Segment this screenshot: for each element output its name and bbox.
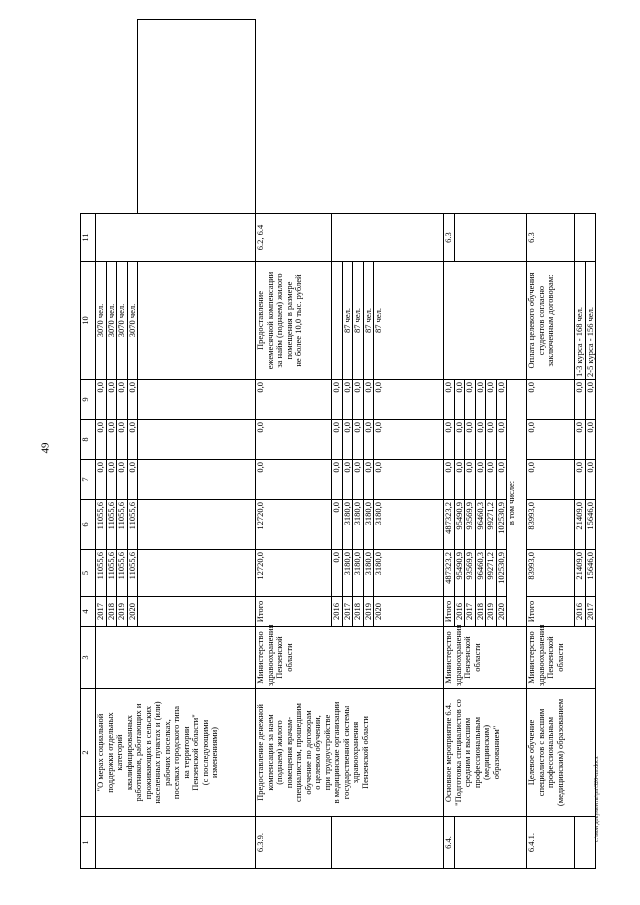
- indicator-cell: 2-5 курса - 156 чел.: [585, 262, 596, 380]
- local-budget-cell: 0,0: [475, 420, 486, 460]
- other-sources-cell: 0,0: [363, 380, 374, 420]
- federal-budget-cell: 0,0: [496, 460, 507, 500]
- year-cell: 2018: [475, 597, 486, 627]
- total-funds-cell: 0,0: [332, 550, 343, 597]
- executor-cell: [96, 627, 256, 689]
- header-col-5: 5: [81, 550, 96, 597]
- total-funds-cell: 3180,0: [374, 550, 444, 597]
- page-number: 49: [39, 442, 52, 454]
- ref-cell: [332, 214, 444, 262]
- regional-budget-cell: 3180,0: [342, 500, 353, 550]
- other-sources-cell: 0,0: [353, 380, 364, 420]
- indicator-cell: Оплата целевого обучения студентов согласно заключенным договорам:: [527, 262, 575, 380]
- total-funds-cell: 96460,3: [475, 550, 486, 597]
- regional-budget-cell: 3180,0: [374, 500, 444, 550]
- other-sources-cell: 0,0: [374, 380, 444, 420]
- other-sources-cell: 0,0: [465, 380, 476, 420]
- other-sources-cell: 0,0: [527, 380, 575, 420]
- local-budget-cell: 0,0: [363, 420, 374, 460]
- federal-budget-cell: 0,0: [486, 460, 497, 500]
- header-row: [81, 20, 96, 869]
- indicator-cell: 87 чел.: [363, 262, 374, 380]
- federal-budget-cell: 0,0: [256, 460, 332, 500]
- indicator-cell: Предоставление ежемесячной компенсации за найм (поднаем) жилого помещения в размере не более 10,0 тыс. рублей: [256, 262, 332, 380]
- other-sources-cell: 0,0: [256, 380, 332, 420]
- local-budget-cell: 0,0: [454, 420, 465, 460]
- year-cell: 2018: [106, 597, 117, 627]
- footer-file-path: c:\мои документы\рп\326-пп.docx: [594, 756, 600, 842]
- local-budget-cell: 0,0: [465, 420, 476, 460]
- other-sources-cell: 0,0: [575, 380, 586, 420]
- row-number-cell: 6.4.: [444, 817, 455, 869]
- federal-budget-cell: 0,0: [127, 460, 138, 500]
- federal-budget-cell: 0,0: [444, 460, 455, 500]
- header-col-2: 2: [81, 689, 96, 817]
- ref-cell: [575, 214, 596, 262]
- indicator-cell: 3070 чел.: [127, 262, 138, 380]
- local-budget-cell: 0,0: [127, 420, 138, 460]
- federal-budget-cell: 0,0: [585, 460, 596, 500]
- local-budget-cell: 0,0: [117, 420, 128, 460]
- total-funds-cell: 15646,0: [585, 550, 596, 597]
- other-sources-cell: 0,0: [444, 380, 455, 420]
- local-budget-cell: 0,0: [444, 420, 455, 460]
- other-sources-cell: 0,0: [475, 380, 486, 420]
- federal-budget-cell: 0,0: [475, 460, 486, 500]
- ref-cell: 6.3: [527, 214, 575, 262]
- measure-name: Предоставление денежной компенсации за наем (поднаем) жилого помещения врачам- специалистам, прошедшим обучение по договорам о целевом обучении, при трудоустройстве в медицинские организации государственной системы здравоохранения Пензенской области: [256, 689, 444, 817]
- regional-budget-cell: 3180,0: [353, 500, 364, 550]
- local-budget-cell: 0,0: [106, 420, 117, 460]
- federal-budget-cell: 0,0: [465, 460, 476, 500]
- regional-budget-cell: 11055,6: [106, 500, 117, 550]
- federal-budget-cell: 0,0: [527, 460, 575, 500]
- regional-budget-cell: 96460,3: [475, 500, 486, 550]
- total-funds-cell: 11055,6: [106, 550, 117, 597]
- row-number-cell: [454, 817, 527, 869]
- regional-budget-cell: 93569,9: [465, 500, 476, 550]
- total-funds-cell: 99271,2: [486, 550, 497, 597]
- table-row: [444, 20, 455, 869]
- year-cell: 2019: [486, 597, 497, 627]
- total-funds-cell: 11055,6: [96, 550, 107, 597]
- total-label-cell: Итого: [256, 597, 332, 627]
- other-sources-cell: 0,0: [496, 380, 507, 420]
- total-funds-cell: 3180,0: [342, 550, 353, 597]
- measure-name: "О мерах социальной поддержки отдельных категорий квалифицированных работников, работающих и проживающих в сельских населенных пунктах и (или) рабочих поселках, поселках городского типа на территории Пензенской области" (с последующими изменениями): [96, 689, 256, 817]
- row-number-cell: [332, 817, 444, 869]
- ref-cell: 6.2, 6.4: [256, 214, 332, 262]
- local-budget-cell: 0,0: [353, 420, 364, 460]
- federal-budget-cell: 0,0: [374, 460, 444, 500]
- total-funds-cell: 487323,2: [444, 550, 455, 597]
- year-cell: 2017: [585, 597, 596, 627]
- total-label-cell: Итого: [527, 597, 575, 627]
- year-cell: 2017: [96, 597, 107, 627]
- total-funds-cell: 12720,0: [256, 550, 332, 597]
- program-table-frame: [80, 19, 598, 869]
- total-label-cell: Итого: [444, 597, 455, 627]
- header-col-1: 1: [81, 817, 96, 869]
- total-funds-cell: 83993,0: [527, 550, 575, 597]
- indicator-cell: [332, 262, 343, 380]
- header-col-4: 4: [81, 597, 96, 627]
- regional-budget-cell: 0,0: [332, 500, 343, 550]
- header-col-11: 11: [81, 214, 96, 262]
- header-col-10: 10: [81, 262, 96, 380]
- measure-name: Целевое обучение специалистов с высшим профессиональным (медицинским) образованием: [527, 689, 596, 817]
- local-budget-cell: 0,0: [256, 420, 332, 460]
- regional-budget-cell: 83993,0: [527, 500, 575, 550]
- year-cell: 2019: [117, 597, 128, 627]
- table-row: [256, 20, 332, 869]
- federal-budget-cell: 0,0: [353, 460, 364, 500]
- year-cell: 2017: [342, 597, 353, 627]
- local-budget-cell: 0,0: [332, 420, 343, 460]
- federal-budget-cell: 0,0: [363, 460, 374, 500]
- total-funds-cell: 95490,9: [454, 550, 465, 597]
- federal-budget-cell: 0,0: [454, 460, 465, 500]
- header-col-7: 7: [81, 460, 96, 500]
- executor-cell: Министерство здравоохранения Пензенской области: [256, 627, 444, 689]
- other-sources-cell: 0,0: [332, 380, 343, 420]
- other-sources-cell: 0,0: [585, 380, 596, 420]
- other-sources-cell: 0,0: [127, 380, 138, 420]
- including-note: в том числе:: [507, 380, 527, 627]
- executor-cell: Министерство здравоохранения Пензенской области: [444, 627, 527, 689]
- year-cell: 2020: [374, 597, 444, 627]
- regional-budget-cell: 11055,6: [96, 500, 107, 550]
- year-cell: 2016: [575, 597, 586, 627]
- local-budget-cell: 0,0: [486, 420, 497, 460]
- regional-budget-cell: 95490,9: [454, 500, 465, 550]
- total-funds-cell: 102530,9: [496, 550, 507, 597]
- federal-budget-cell: 0,0: [106, 460, 117, 500]
- local-budget-cell: 0,0: [575, 420, 586, 460]
- year-cell: 2017: [465, 597, 476, 627]
- indicator-cell: 1-3 курса - 168 чел.: [575, 262, 586, 380]
- measure-name: Основное мероприятие 6.4. "Подготовка специалистов со средним и высшим профессиональным (медицинским) образованием": [444, 689, 527, 817]
- regional-budget-cell: 11055,6: [127, 500, 138, 550]
- regional-budget-cell: 487323,2: [444, 500, 455, 550]
- program-table: [80, 19, 596, 869]
- ref-cell: [454, 214, 527, 262]
- regional-budget-cell: 102530,9: [496, 500, 507, 550]
- header-col-6: 6: [81, 500, 96, 550]
- total-funds-cell: 11055,6: [117, 550, 128, 597]
- regional-budget-cell: 3180,0: [363, 500, 374, 550]
- total-funds-cell: 21409,0: [575, 550, 586, 597]
- indicator-cell: 3070 чел.: [96, 262, 107, 380]
- ref-cell: 6.3: [444, 214, 455, 262]
- regional-budget-cell: 99271,2: [486, 500, 497, 550]
- year-cell: 2020: [496, 597, 507, 627]
- federal-budget-cell: 0,0: [332, 460, 343, 500]
- other-sources-cell: 0,0: [486, 380, 497, 420]
- local-budget-cell: 0,0: [96, 420, 107, 460]
- local-budget-cell: 0,0: [374, 420, 444, 460]
- federal-budget-cell: 0,0: [117, 460, 128, 500]
- local-budget-cell: 0,0: [496, 420, 507, 460]
- table-row: [527, 20, 575, 869]
- other-sources-cell: 0,0: [96, 380, 107, 420]
- other-sources-cell: 0,0: [106, 380, 117, 420]
- indicator-cell: 87 чел.: [374, 262, 444, 380]
- local-budget-cell: 0,0: [585, 420, 596, 460]
- other-sources-cell: 0,0: [342, 380, 353, 420]
- local-budget-cell: 0,0: [342, 420, 353, 460]
- total-funds-cell: 3180,0: [363, 550, 374, 597]
- year-cell: 2016: [454, 597, 465, 627]
- federal-budget-cell: 0,0: [96, 460, 107, 500]
- ref-cell: [96, 214, 256, 262]
- indicator-cell: 87 чел.: [353, 262, 364, 380]
- federal-budget-cell: 0,0: [342, 460, 353, 500]
- executor-cell: Министерство здравоохранения Пензенской области: [527, 627, 596, 689]
- indicator-cell: 3070 чел.: [117, 262, 128, 380]
- regional-budget-cell: 15646,0: [585, 500, 596, 550]
- total-funds-cell: 93569,9: [465, 550, 476, 597]
- row-number-cell: 6.4.1.: [527, 817, 575, 869]
- row-number-cell: [575, 817, 596, 869]
- year-cell: 2020: [127, 597, 138, 627]
- table-row: [96, 20, 107, 869]
- row-number-cell: 6.3.9.: [256, 817, 332, 869]
- regional-budget-cell: 11055,6: [117, 500, 128, 550]
- other-sources-cell: 0,0: [117, 380, 128, 420]
- total-funds-cell: 3180,0: [353, 550, 364, 597]
- other-sources-cell: 0,0: [454, 380, 465, 420]
- federal-budget-cell: 0,0: [575, 460, 586, 500]
- total-funds-cell: 11055,6: [127, 550, 138, 597]
- indicator-cell: [444, 262, 527, 380]
- year-cell: 2019: [363, 597, 374, 627]
- regional-budget-cell: 12720,0: [256, 500, 332, 550]
- header-col-8: 8: [81, 420, 96, 460]
- header-col-9: 9: [81, 380, 96, 420]
- local-budget-cell: 0,0: [527, 420, 575, 460]
- year-cell: 2016: [332, 597, 343, 627]
- year-cell: 2018: [353, 597, 364, 627]
- regional-budget-cell: 21409,0: [575, 500, 586, 550]
- header-col-3: 3: [81, 627, 96, 689]
- row-number-cell: [96, 817, 256, 869]
- indicator-cell: 87 чел.: [342, 262, 353, 380]
- indicator-cell: 3070 чел.: [106, 262, 117, 380]
